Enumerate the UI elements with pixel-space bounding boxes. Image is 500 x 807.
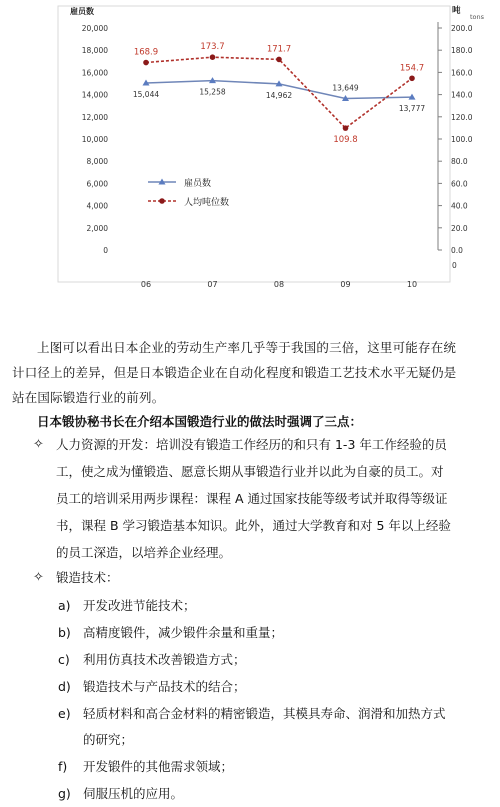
left-tick-label: 10,000 xyxy=(81,135,108,144)
right-tick-label: 200.0 xyxy=(451,24,473,33)
right-tick-label: 60.0 xyxy=(451,179,468,189)
list-item-letter: d) xyxy=(58,679,71,694)
left-tick-label: 12,000 xyxy=(81,112,108,122)
right-tick-label: 20.0 xyxy=(451,223,468,233)
list-item-letter: c) xyxy=(58,652,70,667)
left-tick-label: 18,000 xyxy=(81,46,108,56)
list-item-text: 高精度锻件，减少锻件余量和重量； xyxy=(83,625,284,640)
list-item-text: 开发改进节能技术； xyxy=(83,598,196,613)
right-axis-unit: tons xyxy=(470,13,485,21)
section-heading: 日本锻协秘书长在介绍本国锻造行业的做法时强调了三点： xyxy=(37,414,363,429)
bullet-icon: ✧ xyxy=(33,437,44,452)
list-item-text: 伺服压机的应用。 xyxy=(83,786,184,801)
bullet-line: 的员工深造，以培养企业经理。 xyxy=(56,545,232,560)
bullet-line: 员工的培训采用两步课程：课程 A 通过国家技能等级考试并取得等级证 xyxy=(56,491,448,506)
list-item-text: 开发锻件的其他需求领域； xyxy=(83,759,234,774)
tonnage-point xyxy=(210,54,216,60)
employee-data-label: 14,962 xyxy=(265,90,293,100)
right-axis-title: 吨 xyxy=(452,6,461,16)
left-tick-label: 14,000 xyxy=(81,90,108,100)
legend xyxy=(148,177,229,208)
list-item-text: 锻造技术与产品技术的结合； xyxy=(83,679,246,694)
right-tick-label: 0.0 xyxy=(451,246,463,255)
tonnage-data-label: 171.7 xyxy=(266,44,292,55)
tonnage-data-label: 154.7 xyxy=(399,63,425,74)
x-tick-label: 09 xyxy=(340,280,351,289)
tonnage-data-label: 168.9 xyxy=(133,47,159,58)
list-item-letter: a) xyxy=(58,598,71,613)
left-tick-label: 6,000 xyxy=(86,179,108,189)
tonnage-point xyxy=(343,125,349,131)
right-axis-zero-label: 0 xyxy=(452,261,457,270)
x-axis xyxy=(141,280,417,289)
bullet-line: 书，课程 B 学习锻造基本知识。此外，通过大学教育和对 5 年以上经验 xyxy=(56,518,451,533)
list-item-text: 轻质材料和高合金材料的精密锻造，其模具寿命、润滑和加热方式 xyxy=(83,706,446,721)
tonnage-point xyxy=(409,75,415,81)
list-item-letter: e) xyxy=(58,706,71,721)
left-tick-label: 2,000 xyxy=(86,223,108,233)
tonnage-data-label: 109.8 xyxy=(333,135,358,146)
tonnage-point xyxy=(143,60,149,66)
legend-marker-tonnage xyxy=(159,198,165,204)
bullet-line: 人力资源的开发：培训没有锻造工作经历的和只有 1-3 年工作经验的员 xyxy=(56,437,447,452)
right-tick-label: 40.0 xyxy=(451,201,468,211)
right-axis xyxy=(438,5,485,270)
left-tick-label: 0 xyxy=(103,246,108,255)
bullet-line: 锻造技术： xyxy=(56,570,119,585)
chart-frame xyxy=(58,6,450,282)
x-tick-label: 10 xyxy=(406,280,418,289)
series-layer xyxy=(133,42,425,145)
bullet-line: 工，使之成为懂锻造、愿意长期从事锻造行业并以此为自豪的员工。对 xyxy=(56,464,444,479)
x-tick-label: 08 xyxy=(273,280,285,289)
list-item-letter: f) xyxy=(58,759,68,774)
left-tick-label: 16,000 xyxy=(81,68,108,78)
list-item-letter: b) xyxy=(58,625,71,640)
left-tick-label: 8,000 xyxy=(86,157,108,167)
list-item-text: 的研究； xyxy=(83,732,134,747)
right-tick-label: 140.0 xyxy=(451,90,473,100)
paragraph-line: 计口径上的差异，但是日本锻造企业在自动化程度和锻造工艺技术水平无疑仍是 xyxy=(12,365,457,380)
chart-border xyxy=(58,6,450,282)
tonnage-point xyxy=(276,57,282,63)
employee-data-label: 15,044 xyxy=(132,90,160,100)
line-chart xyxy=(0,0,500,290)
right-tick-label: 180.0 xyxy=(451,46,473,56)
tonnage-data-label: 173.7 xyxy=(200,42,225,53)
left-tick-label: 4,000 xyxy=(86,201,108,211)
legend-label-employees: 雇员数 xyxy=(184,179,212,189)
paragraph-line: 上图可以看出日本企业的劳动生产率几乎等于我国的三倍，这里可能存在统 xyxy=(37,340,457,355)
paragraph-line: 站在国际锻造行业的前列。 xyxy=(12,390,165,405)
right-tick-label: 120.0 xyxy=(451,112,473,122)
x-tick-label: 07 xyxy=(207,280,218,289)
right-tick-label: 80.0 xyxy=(451,157,468,167)
employee-data-label: 13,649 xyxy=(332,83,359,93)
list-item-letter: g) xyxy=(58,786,71,801)
left-tick-label: 20,000 xyxy=(81,24,108,33)
right-tick-label: 160.0 xyxy=(451,68,473,78)
left-axis-title: 雇员数 xyxy=(70,7,94,16)
legend-label-tonnage: 人均吨位数 xyxy=(184,198,230,208)
employee-data-label: 13,777 xyxy=(398,104,426,114)
left-axis xyxy=(70,6,108,255)
list-item-text: 利用仿真技术改善锻造方式； xyxy=(83,652,246,667)
bullet-icon: ✧ xyxy=(33,570,44,585)
employee-data-label: 15,258 xyxy=(199,87,226,97)
right-tick-label: 100.0 xyxy=(451,135,473,144)
x-tick-label: 06 xyxy=(140,280,152,289)
